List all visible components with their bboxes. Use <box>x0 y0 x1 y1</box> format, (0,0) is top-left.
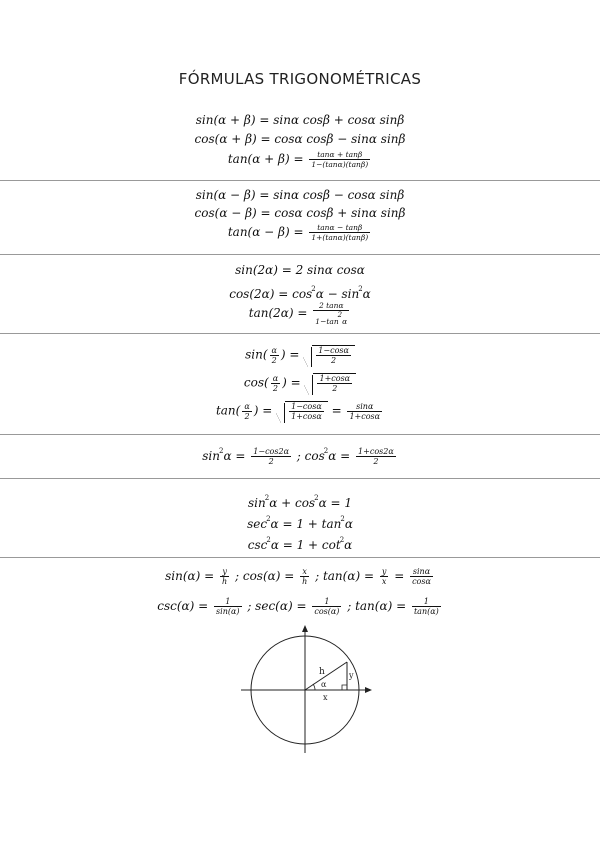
diff-cos-formula: cos(α − β) = cosα cosβ + sinα sinβ <box>194 206 406 220</box>
squares-formula: $\sin^2\alpha$ = $\frac{1-\cos 2\alpha}{2}$ ; $\cos^2\alpha$ = $\frac{1+\cos 2\alpha}{2}$ <box>202 447 394 466</box>
right-angle-marker <box>342 685 347 690</box>
sum-tan-fraction: $\frac{\tan\alpha + \tan\beta}{1-(\tan\alpha)(\tan\beta)}$ <box>311 150 369 169</box>
divider <box>0 333 600 334</box>
divider <box>0 180 600 181</box>
page-title: FÓRMULAS TRIGONOMÉTRICAS <box>178 70 422 88</box>
double-sin-formula: sin(2α) = 2 sinα cosα <box>235 263 365 277</box>
diff-tan-fraction: $\frac{\tan\alpha - \tan\beta}{1+(\tan\alpha)(\tan\beta)}$ <box>311 223 369 242</box>
pythag-formula-1: $\sin^2\alpha + \cos^2\alpha = 1$ <box>248 494 352 510</box>
label-x: x <box>323 693 328 702</box>
pythag-formula-3: $\csc^2\alpha = 1 + \cot^2\alpha$ <box>247 536 353 552</box>
y-axis-arrow-icon <box>302 625 308 632</box>
divider <box>0 478 600 479</box>
ratios-formula-1: sin(α) = $\frac{y}{h}$ ; cos(α) = $\frac{x}{h}$ ; tan(α) = $\frac{y}{x}$ = $\frac{\sin\alpha}{\cos\alpha}$ <box>165 567 431 586</box>
x-axis-arrow-icon <box>365 687 372 693</box>
half-cos-formula: cos( $\frac{\alpha}{2}$ ) = $\frac{1+\cos\alpha}{2}$ <box>0 373 600 393</box>
sum-tan-formula: tan(α + β) = $\frac{\tan\alpha + \tan\beta}{1-(\tan\alpha)(\tan\beta)}$ <box>227 150 369 169</box>
double-cos-formula: $\cos(2\alpha) = \cos^2\alpha - \sin^2\alpha$ <box>229 285 371 301</box>
sum-cos-formula: cos(α + β) = cosα cosβ − sinα sinβ <box>194 132 406 146</box>
label-h: h <box>319 667 325 677</box>
unit-circle-diagram <box>235 625 375 755</box>
diff-sin-formula: sin(α − β) = sinα cosβ − cosα sinβ <box>195 188 405 202</box>
label-y: y <box>349 671 354 680</box>
pythag-formula-2: $\sec^2\alpha = 1 + \tan^2\alpha$ <box>247 515 353 531</box>
divider <box>0 254 600 255</box>
label-alpha: α <box>321 680 327 689</box>
diff-tan-formula: tan(α − β) = $\frac{\tan\alpha - \tan\beta}{1+(\tan\alpha)(\tan\beta)}$ <box>227 223 369 242</box>
double-tan-formula: tan(2α) = $\frac{2 \tan\alpha}{1-\tan^2\alpha}$ <box>248 301 348 326</box>
double-tan-fraction: $\frac{2 \tan\alpha}{1-\tan^2\alpha}$ <box>315 301 348 326</box>
half-sin-formula: sin( $\frac{\alpha}{2}$ ) = $\frac{1-\cos\alpha}{2}$ <box>0 345 600 365</box>
sum-sin-formula: sin(α + β) = sinα cosβ + cosα sinβ <box>195 113 405 127</box>
half-tan-formula: tan( $\frac{\alpha}{2}$ ) = $\frac{1-\cos\alpha}{1+\cos\alpha}$ = $\frac{\sin\alpha}{1+\cos\alpha}$ <box>215 401 381 421</box>
ratios-formula-2: csc(α) = $\frac{1}{\sin(\alpha)}$ ; sec(α) = $\frac{1}{\cos(\alpha)}$ ; tan(α) = $\frac{1}{\tan(\alpha)}$ <box>157 597 439 616</box>
divider <box>0 434 600 435</box>
angle-arc <box>313 684 315 690</box>
divider <box>0 557 600 558</box>
